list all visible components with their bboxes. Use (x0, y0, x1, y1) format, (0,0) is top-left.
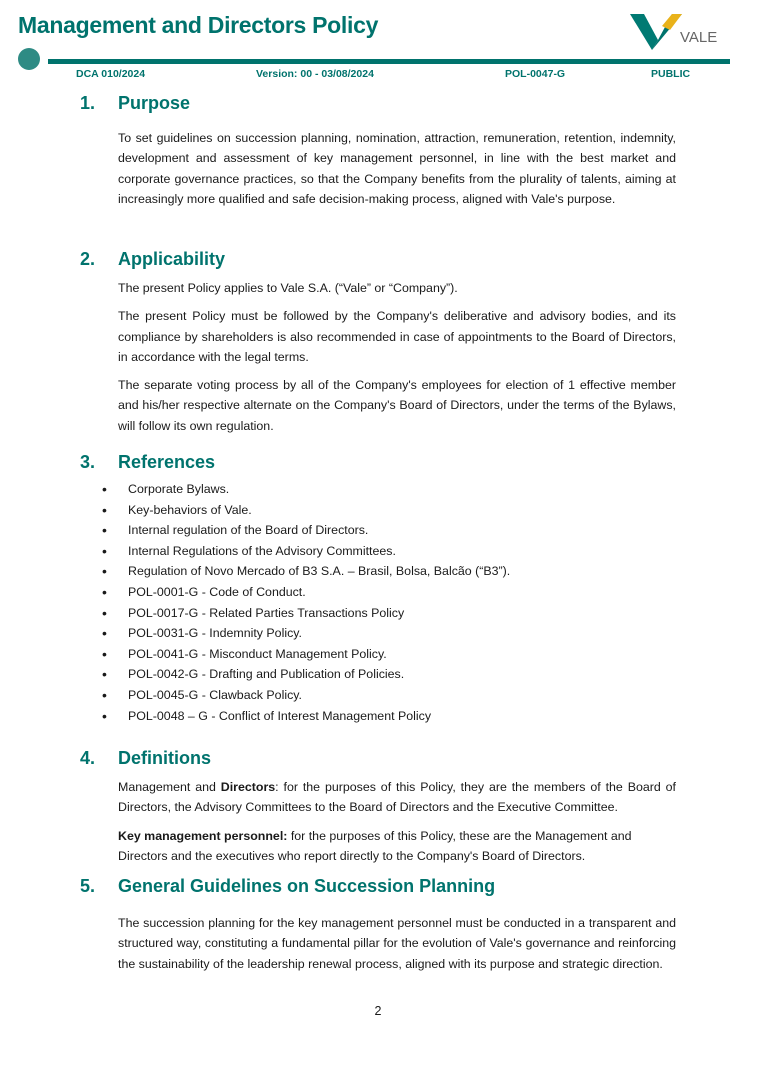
section-heading: 5. General Guidelines on Succession Planning (80, 876, 496, 896)
list-item: • POL-0031-G - Indemnity Policy. (80, 623, 676, 644)
section-definitions (80, 748, 676, 874)
references-list (80, 479, 676, 726)
dca-number: DCA 010/2024 (76, 68, 146, 80)
list-item: • Internal regulation of the Board of Directors. (80, 520, 676, 541)
version: Version: 00 - 03/08/2024 (256, 68, 374, 80)
globe-icon (18, 48, 40, 70)
paragraph: The succession planning for the key management personnel must be conducted in a transparent and structured way, constituting a fundamental pillar for the evolution of Vale's governance and reinforcing the sustainability of the leadership renewal process, aligned with its purpose and strategic direction. (118, 916, 676, 971)
list-item: • POL-0042-G - Drafting and Publication of Policies. (80, 664, 676, 685)
section-applicability (80, 249, 676, 444)
section-heading: 1. Purpose (80, 93, 191, 113)
header-rule (48, 59, 730, 64)
vale-logo (630, 10, 730, 52)
classification: PUBLIC (651, 68, 691, 80)
definition: Management and Directors: for the purposes of this Policy, they are the members of the Board of Directors, the Advisory Committees to the Board of Directors and the Executive Committee. (118, 780, 676, 815)
list-item: • Key-behaviors of Vale. (80, 500, 676, 521)
logo-text: VALE (680, 29, 718, 46)
list-item: • Internal Regulations of the Advisory Committees. (80, 541, 676, 562)
list-item: • POL-0048 – G - Conflict of Interest Management Policy (80, 706, 676, 727)
page-number: 2 (374, 1004, 382, 1018)
section-references (80, 452, 676, 726)
paragraph: To set guidelines on succession planning, nomination, attraction, remuneration, retention, indemnity, development and assessment of key management personnel, in line with the best market and corporate governance practices, so that the Company benefits from the plurality of talents, aiming at increasingly more qualified and safe decision-making process, aligned with Vale's purpose. (118, 131, 676, 206)
paragraph: The present Policy applies to Vale S.A. (“Vale” or “Company”). (118, 281, 458, 295)
section-heading: 4. Definitions (80, 748, 211, 768)
section-succession-planning (80, 876, 676, 982)
paragraph: The separate voting process by all of the Company's employees for election of 1 effective member and his/her respective alternate on the Company's Board of Directors, under the terms of the Bylaws, will follow its own regulation. (118, 378, 676, 433)
list-item: • POL-0017-G - Related Parties Transactions Policy (80, 603, 676, 624)
list-item: • POL-0045-G - Clawback Policy. (80, 685, 676, 706)
document-title: Management and Directors Policy (18, 12, 379, 38)
list-item: • Regulation of Novo Mercado of B3 S.A. – Brasil, Bolsa, Balcão (“B3”). (80, 561, 676, 582)
list-item: • POL-0041-G - Misconduct Management Policy. (80, 644, 676, 665)
policy-code: POL-0047-G (505, 68, 566, 80)
definition: Key management personnel: for the purposes of this Policy, these are the Management and Directors and the executives who report directly to the Company's Board of Directors. (118, 828, 632, 863)
paragraph: The present Policy must be followed by the Company's deliberative and advisory bodies, and its compliance by shareholders is also recommended in case of appointments to the Board of Directors, in accordance with the legal terms. (118, 309, 676, 364)
section-heading: 2. Applicability (80, 249, 226, 269)
list-item: • POL-0001-G - Code of Conduct. (80, 582, 676, 603)
section-purpose (80, 93, 676, 217)
section-heading: 3. References (80, 452, 216, 472)
list-item: • Corporate Bylaws. (80, 479, 676, 500)
